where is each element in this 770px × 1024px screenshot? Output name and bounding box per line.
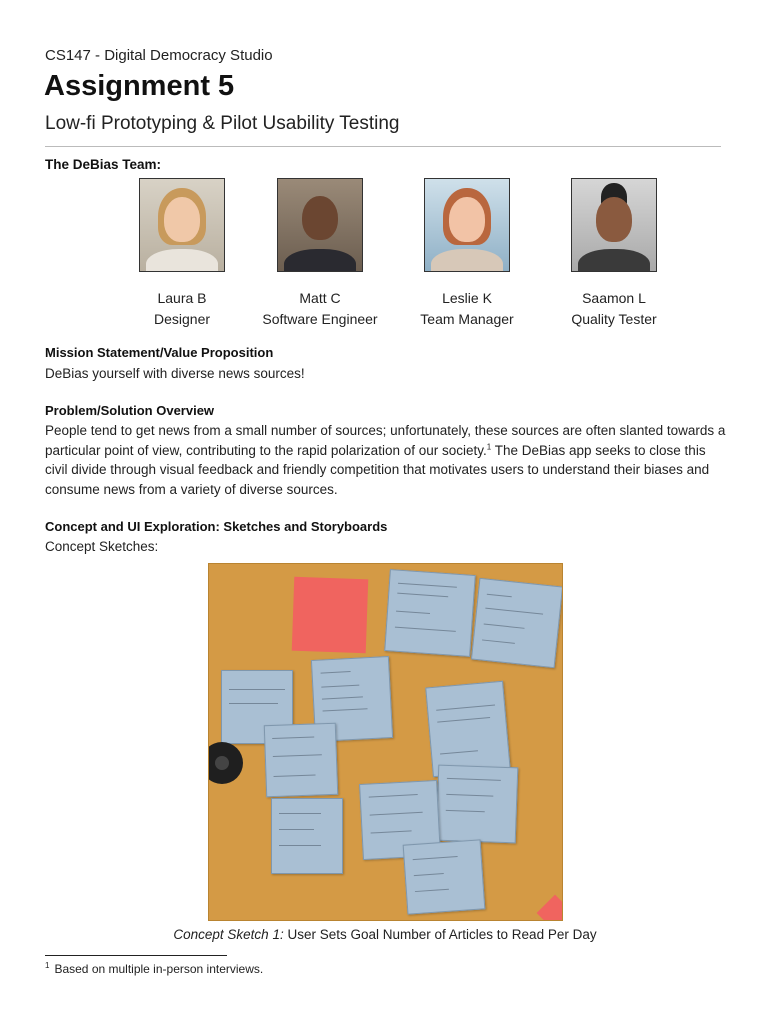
- sticky-note-sketch: [264, 723, 338, 797]
- problem-text-part1: People tend to get news from a small number of sources; unfortunately, these sources are often slanted towards a particular point of view, contributing to the rapid polarization of our society.: [45, 423, 726, 458]
- member-role: Software Engineer: [262, 311, 378, 327]
- sticky-note-sketch: [471, 578, 563, 668]
- page-subtitle: Low-fi Prototyping & Pilot Usability Testing: [45, 113, 400, 134]
- team-member-card: [245, 178, 395, 330]
- sketch-caption: [0, 927, 770, 942]
- member-photo: [571, 178, 657, 272]
- team-heading: The DeBias Team:: [45, 157, 162, 172]
- footnote: [45, 962, 263, 976]
- member-name: Saamon L: [582, 290, 646, 306]
- member-role: Team Manager: [420, 311, 514, 327]
- course-name: CS147 - Digital Democracy Studio: [45, 47, 273, 64]
- mission-heading: Mission Statement/Value Proposition: [45, 345, 274, 360]
- member-name: Leslie K: [442, 290, 492, 306]
- problem-heading: Problem/Solution Overview: [45, 403, 215, 418]
- member-role: Quality Tester: [571, 311, 657, 327]
- sticky-note-sketch: [425, 681, 511, 777]
- caption-text: User Sets Goal Number of Articles to Read Per Day: [283, 927, 597, 942]
- footnote-text: Based on multiple in-person interviews.: [54, 962, 264, 976]
- footnote-marker: 1: [486, 442, 492, 451]
- team-member-card: [107, 178, 257, 330]
- member-name: Laura B: [157, 290, 207, 306]
- member-name: Matt C: [299, 290, 341, 306]
- sticky-note-sketch: [403, 839, 486, 914]
- page-title: Assignment 5: [44, 70, 235, 102]
- sticky-note-sketch: [384, 569, 476, 657]
- member-photo: [139, 178, 225, 272]
- concept-subheading: Concept Sketches:: [45, 539, 159, 554]
- concept-sketch-photo: [208, 563, 563, 921]
- problem-text: [45, 421, 730, 499]
- pink-corner: [537, 895, 563, 921]
- problem-text-part2: The DeBias app seeks to close this civil divide through visual feedback and friendly competition that motivates users to understand their biases and consume news from a variety of diverse sources.: [45, 442, 710, 497]
- pink-sticky-note: [292, 577, 369, 654]
- divider: [45, 146, 721, 147]
- sticky-note-sketch: [271, 798, 343, 874]
- concept-heading: Concept and UI Exploration: Sketches and Storyboards: [45, 519, 388, 534]
- member-role: Designer: [153, 311, 211, 327]
- member-photo: [277, 178, 363, 272]
- caption-label: Concept Sketch 1:: [173, 927, 284, 942]
- footnote-divider: [45, 955, 227, 956]
- team-member-card: [392, 178, 542, 330]
- tape-roll: [208, 742, 243, 784]
- member-photo: [424, 178, 510, 272]
- sticky-note-sketch: [436, 765, 519, 844]
- mission-text: DeBias yourself with diverse news sources!: [45, 366, 305, 381]
- footnote-number: 1: [45, 961, 50, 970]
- team-member-card: [539, 178, 689, 330]
